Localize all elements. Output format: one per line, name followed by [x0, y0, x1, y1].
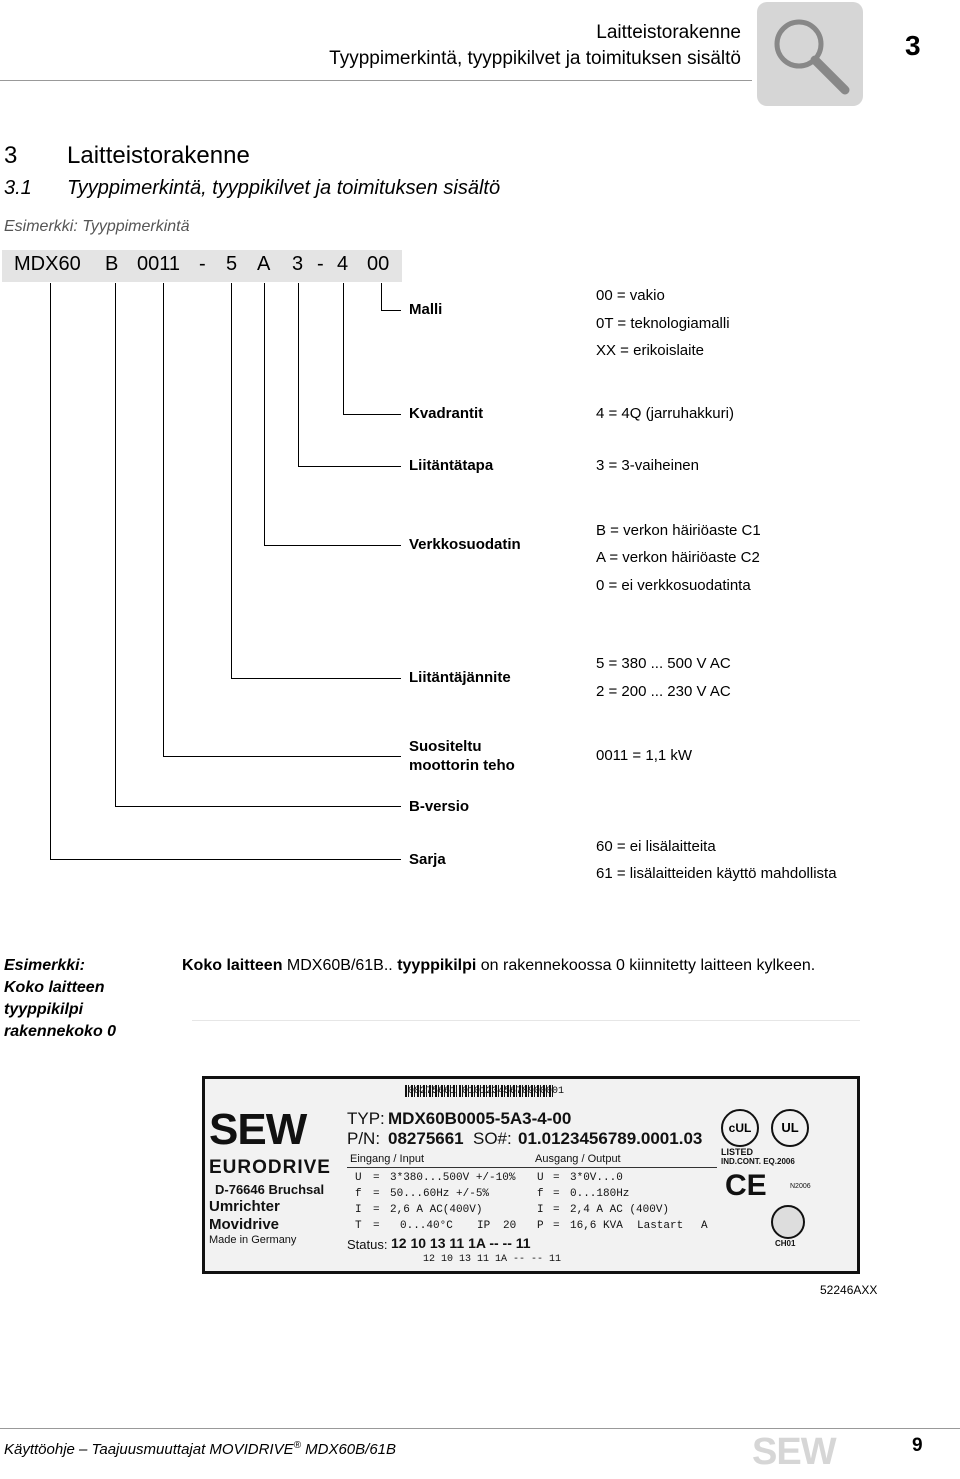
plate-in-sym: f [355, 1188, 362, 1200]
legend-label-b-versio: B-versio [409, 798, 470, 815]
plate-out-eq: = [553, 1172, 560, 1184]
sew-logo: SEW [209, 1105, 307, 1154]
registered-mark: ® [293, 1440, 301, 1451]
eurodrive-logo: EURODRIVE [209, 1157, 331, 1178]
plate-divider [347, 1167, 717, 1168]
subsection-number: 3.1 [4, 177, 32, 199]
plate-output-header: Ausgang / Output [535, 1153, 621, 1165]
note-side-label [4, 955, 164, 1043]
sew-footer-logo [752, 1431, 860, 1477]
legend-value: 0011 = 1,1 kW [596, 747, 693, 764]
code-part-filter: A [257, 253, 271, 275]
barcode-text: 08275661 01012345678900001 [408, 1086, 565, 1097]
plate-in-ip: IP [477, 1220, 491, 1232]
note-side-line: rakennekoko 0 [4, 1023, 117, 1040]
magnifier-icon [757, 2, 863, 106]
plate-typ-label: TYP: [347, 1109, 385, 1128]
footer-divider [0, 1428, 960, 1429]
legend-value: 60 = ei lisälaitteita [596, 838, 716, 855]
cert-listed: LISTED [721, 1147, 754, 1157]
legend-label-liitantajannite: Liitäntäjännite [409, 669, 511, 686]
legend-label-moottorin-teho-1: Suositeltu [409, 738, 482, 755]
cert-ch: CH01 [775, 1239, 796, 1248]
header-divider [0, 80, 752, 81]
plate-out-lastart-val: A [701, 1220, 708, 1232]
plate-out-val: 16,6 KVA [570, 1220, 623, 1232]
gost-mark-icon [771, 1205, 805, 1239]
legend-label-sarja: Sarja [409, 851, 446, 868]
plate-in-val: 2,6 A AC(400V) [390, 1204, 483, 1216]
plate-out-sym: U [537, 1172, 544, 1184]
section-number: 3 [4, 142, 18, 169]
note-side-line: Esimerkki: [4, 957, 85, 974]
plate-out-eq: = [553, 1204, 560, 1216]
plate-status-label: Status: [347, 1237, 388, 1252]
code-part-quadrants: 4 [337, 253, 349, 275]
code-part-dash2: - [317, 253, 324, 275]
header-subtitle: Tyyppimerkintä, tyyppikilvet ja toimituksen sisältö [329, 48, 741, 69]
footer-doc-title: Käyttöohje – Taajuusmuuttajat MOVIDRIVE [4, 1441, 294, 1458]
legend-value: B = verkon häiriöaste C1 [596, 522, 761, 539]
plate-in-ip-val: 20 [503, 1220, 517, 1232]
note-bold: tyyppikilpi [397, 957, 477, 974]
plate-out-val: 0...180Hz [570, 1188, 630, 1200]
plate-input-header: Eingang / Input [350, 1153, 425, 1165]
plate-in-sym: I [355, 1204, 362, 1216]
plate-in-eq: = [373, 1220, 380, 1232]
cul-mark: cUL [721, 1109, 759, 1147]
sew-footer-text: SEW [752, 1431, 836, 1473]
legend-label-malli: Malli [409, 301, 443, 318]
plate-in-val: 50...60Hz +/-5% [390, 1188, 490, 1200]
note-side-line: tyyppikilpi [4, 1001, 84, 1018]
plate-status-small: 12 10 13 11 1A -- -- 11 [423, 1254, 562, 1265]
plate-out-sym: P [537, 1220, 544, 1232]
plate-out-val: 2,4 A AC (400V) [570, 1204, 670, 1216]
legend-value: XX = erikoislaite [596, 342, 704, 359]
plate-typ-value: MDX60B0005-5A3-4-00 [388, 1109, 572, 1128]
code-part-connection: 3 [292, 253, 304, 275]
plate-out-lastart: Lastart [637, 1220, 684, 1232]
plate-pn-value: 08275661 [388, 1129, 464, 1148]
legend-value: 2 = 200 ... 230 V AC [596, 683, 731, 700]
subsection-title: Tyyppimerkintä, tyyppikilvet ja toimituksen sisältö [67, 177, 501, 199]
code-part-series: MDX60 [14, 253, 81, 275]
plate-in-eq: = [373, 1188, 380, 1200]
subsection-heading [4, 177, 501, 200]
legend-value: A = verkon häiriöaste C2 [596, 549, 760, 566]
cert-listed-2: IND.CONT. EQ.2006 [721, 1157, 795, 1166]
plate-out-sym: f [537, 1188, 544, 1200]
legend-value: 4 = 4Q (jarruhakkuri) [596, 405, 734, 422]
plate-out-val: 3*0V...0 [570, 1172, 623, 1184]
plate-in-sym: U [355, 1172, 362, 1184]
section-heading [4, 142, 250, 170]
plate-so-label: SO#: [473, 1129, 512, 1148]
code-part-dash: - [199, 253, 206, 275]
plate-out-eq: = [553, 1188, 560, 1200]
nameplate [202, 1076, 860, 1274]
plate-in-val: 3*380...500V +/-10% [390, 1172, 516, 1184]
header-title: Laitteistorakenne [596, 22, 741, 43]
figure-id: 52246AXX [820, 1283, 878, 1297]
chapter-number: 3 [905, 30, 921, 61]
legend-label-verkkosuodatin: Verkkosuodatin [409, 536, 521, 553]
legend-value: 00 = vakio [596, 287, 665, 304]
scan-line [192, 1020, 860, 1021]
legend-label-kvadrantit: Kvadrantit [409, 405, 484, 422]
footer-text [4, 1440, 396, 1458]
plate-out-sym: I [537, 1204, 544, 1216]
footer-model: MDX60B/61B [300, 1441, 397, 1458]
plate-made-in: Made in Germany [209, 1234, 297, 1246]
plate-in-eq: = [373, 1172, 380, 1184]
legend-label-liitantatapa: Liitäntätapa [409, 457, 494, 474]
bracket-sarja [50, 283, 401, 860]
note-span: MDX60B/61B.. [282, 957, 398, 974]
plate-in-eq: = [373, 1204, 380, 1216]
legend-value: 0 = ei verkkosuodatinta [596, 577, 751, 594]
ce-number: N2006 [790, 1183, 811, 1190]
legend-value: 0T = teknologiamalli [596, 315, 730, 332]
plate-movidrive: Movidrive [209, 1216, 280, 1233]
legend-value: 5 = 380 ... 500 V AC [596, 655, 731, 672]
page-number: 9 [912, 1435, 923, 1456]
code-part-power: 0011 [137, 253, 181, 275]
example-label: Esimerkki: Tyyppimerkintä [4, 218, 190, 235]
note-side-line: Koko laitteen [4, 979, 105, 996]
plate-umrichter: Umrichter [209, 1198, 280, 1215]
plate-address: D-76646 Bruchsal [215, 1182, 325, 1197]
plate-out-eq: = [553, 1220, 560, 1232]
note-bold: Koko laitteen [182, 957, 283, 974]
plate-in-val: 0...40°C [400, 1220, 453, 1232]
ul-mark: UL [771, 1109, 809, 1147]
code-part-version: B [105, 253, 119, 275]
code-part-voltage: 5 [226, 253, 238, 275]
plate-so-value: 01.0123456789.0001.03 [518, 1129, 703, 1148]
note-span: on rakennekoossa 0 kiinnitetty laitteen kylkeen. [476, 957, 816, 974]
note-text [182, 955, 880, 977]
legend-value: 3 = 3-vaiheinen [596, 457, 699, 474]
section-title: Laitteistorakenne [67, 142, 250, 169]
legend-label-moottorin-teho-2: moottorin teho [409, 757, 515, 774]
code-part-model: 00 [367, 253, 390, 275]
plate-status-value: 12 10 13 11 1A -- -- 11 [391, 1235, 531, 1251]
legend-value: 61 = lisälaitteiden käyttö mahdollista [596, 865, 837, 882]
plate-pn-label: P/N: [347, 1129, 381, 1148]
ce-mark: CE [725, 1169, 767, 1202]
plate-in-sym: T [355, 1220, 362, 1232]
